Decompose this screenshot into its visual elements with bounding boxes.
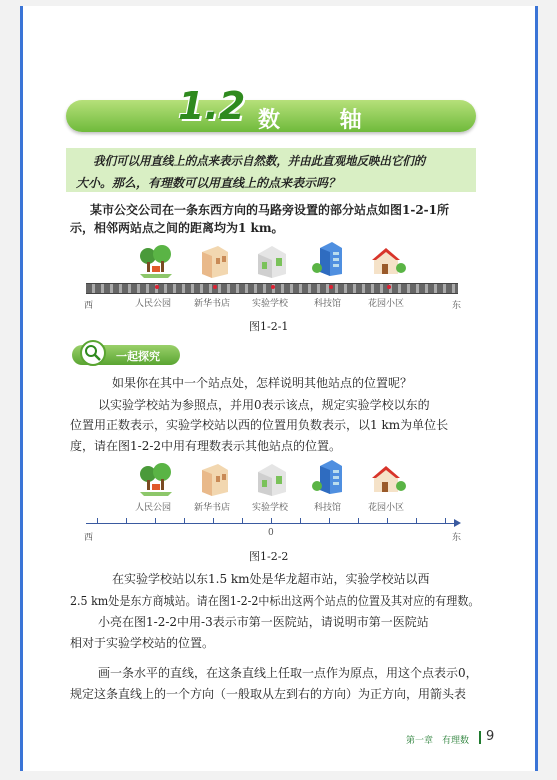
problem-line-1: 某市公交公司在一条东西方向的马路旁设置的部分站点如图1-2-1所 — [90, 203, 450, 217]
garden-community-icon — [370, 462, 406, 496]
number-line — [86, 523, 458, 524]
task-line-3: 小亮在图1-2-2中用-3表示市第一医院站，请说明市第一医院站 — [98, 615, 429, 629]
task-line-2: 2.5 km处是东方商城站。请在图1-2-2中标出这两个站点的位置及其对应的有理数。 — [70, 594, 480, 608]
explore-line-4: 度，请在图1-2-2中用有理数表示其他站点的位置。 — [70, 439, 342, 453]
number-line-tick — [416, 518, 417, 524]
bookstore-icon — [196, 462, 232, 496]
number-line-tick — [155, 518, 156, 524]
section-number: 1.2 — [178, 84, 246, 128]
station-label: 花园小区 — [368, 503, 405, 513]
magnifier-icon — [80, 340, 106, 366]
intro-line-1: 我们可以用直线上的点来表示自然数，并由此直观地反映出它们的 — [93, 154, 426, 168]
east-label: 东 — [452, 533, 462, 543]
school-icon — [254, 244, 290, 278]
station-label: 人民公园 — [135, 299, 172, 309]
number-line-tick — [358, 518, 359, 524]
stop-marker — [387, 285, 391, 289]
science-museum-icon — [312, 242, 348, 276]
task-line-1: 在实验学校站以东1.5 km处是华龙超市站，实验学校站以西 — [112, 572, 430, 586]
explore-line-2: 以实验学校站为参照点，并用0表示该点，规定实验学校以东的 — [98, 398, 430, 412]
intro-box — [66, 148, 476, 192]
station-label: 新华书店 — [194, 299, 231, 309]
station-label: 新华书店 — [194, 503, 231, 513]
stop-marker — [329, 285, 333, 289]
park-icon — [138, 462, 174, 496]
station-label: 科技馆 — [314, 503, 342, 513]
station-label: 科技馆 — [314, 299, 342, 309]
station-label: 人民公园 — [135, 503, 172, 513]
number-line-tick — [445, 518, 446, 524]
station-label: 实验学校 — [252, 299, 289, 309]
number-line-tick — [126, 518, 127, 524]
east-label: 东 — [452, 301, 462, 311]
explore-line-1: 如果你在其中一个站点处，怎样说明其他站点的位置呢？ — [112, 376, 413, 390]
station-label: 花园小区 — [368, 299, 405, 309]
problem-line-2: 示，相邻两站点之间的距离均为1 km。 — [70, 221, 284, 235]
intro-line-2: 大小。那么，有理数可以用直线上的点来表示吗？ — [76, 176, 341, 190]
number-line-tick — [97, 518, 98, 524]
figure-2-caption: 图1-2-2 — [249, 550, 289, 563]
number-line-tick — [271, 518, 272, 524]
park-icon — [138, 244, 174, 278]
number-line-arrow — [454, 519, 461, 527]
science-museum-icon — [312, 460, 348, 494]
explore-label: 一起探究 — [116, 350, 160, 363]
stop-marker — [155, 285, 159, 289]
page-number: 9 — [486, 729, 495, 744]
station-label: 实验学校 — [252, 503, 289, 513]
origin-label: 0 — [268, 528, 274, 538]
section-title: 数 轴 — [258, 108, 388, 133]
garden-community-icon — [370, 244, 406, 278]
number-line-tick — [300, 518, 301, 524]
definition-line-1: 画一条水平的直线，在这条直线上任取一点作为原点，用这个点表示0， — [98, 666, 478, 680]
explore-line-3: 位置用正数表示，实验学校站以西的位置用负数表示，以1 km为单位长 — [70, 418, 449, 432]
bookstore-icon — [196, 244, 232, 278]
stop-marker — [271, 285, 275, 289]
definition-line-2: 规定这条直线上的一个方向（一般取从左到右的方向）为正方向，用箭头表 — [70, 687, 467, 701]
number-line-tick — [213, 518, 214, 524]
number-line-tick — [242, 518, 243, 524]
number-line-tick — [387, 518, 388, 524]
school-icon — [254, 462, 290, 496]
number-line-tick — [329, 518, 330, 524]
stop-marker — [213, 285, 217, 289]
west-label: 西 — [84, 533, 94, 543]
footer-divider — [479, 731, 481, 744]
figure-1-caption: 图1-2-1 — [249, 320, 289, 333]
west-label: 西 — [84, 301, 94, 311]
number-line-tick — [184, 518, 185, 524]
footer-chapter: 第一章 有理数 — [406, 736, 470, 746]
task-line-4: 相对于实验学校站的位置。 — [70, 636, 215, 650]
